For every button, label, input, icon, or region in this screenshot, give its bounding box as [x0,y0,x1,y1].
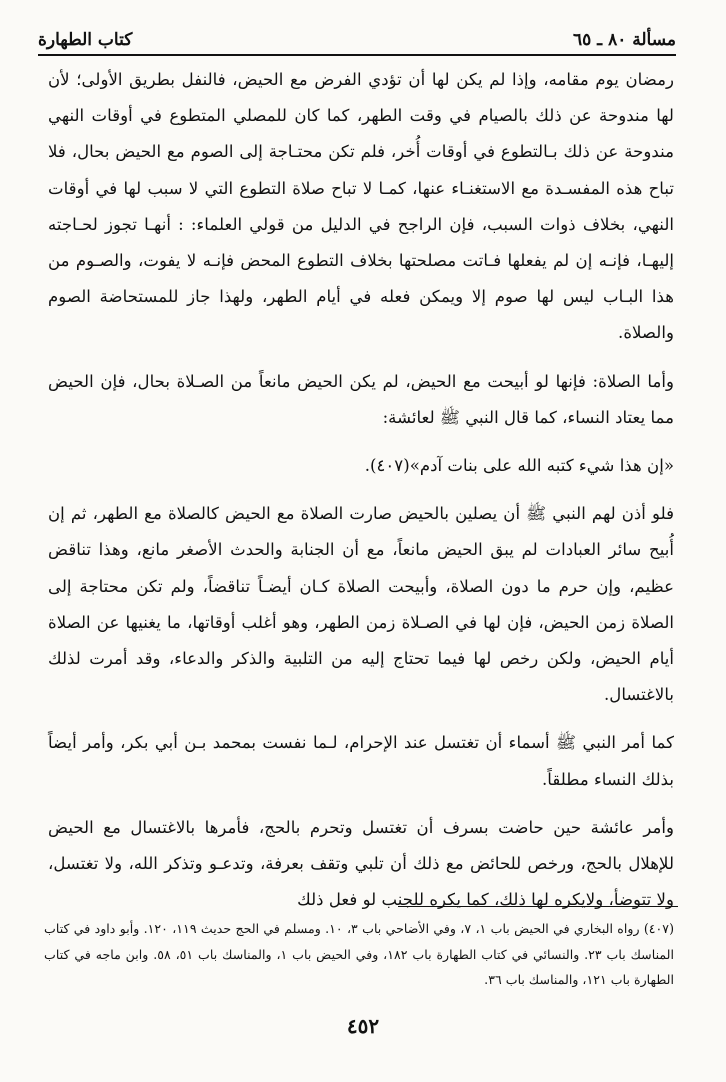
paragraph: فلو أذن لهم النبي ﷺ أن يصلين بالحيض صارت الصلاة مع الحيض كالصلاة مع الطهر، ثم إن أُبيح سائر العبادات لم يبق الحيض مانعاً، مع أن الجنابة والحدث الأصغر مانع، وهذا تناقض عظيم، وإن حرم ما دون الصلاة، وأبيحت الصلاة كـان أيضـاً تناقضاً، ولم تكن محتاجة إلى الصلاة زمن الحيض، فإن لها في الصـلاة زمن الطهر، وهو أغلب أوقاتها، ما يغنيها عن الصلاة أيام الحيض، ولكن رخص لها فيما تحتاج إليه من التلبية والذكر والدعاء، وقد أمرت لذلك بالاغتسال. [48,504,674,705]
header-issue-number: مسألة ٨٠ ـ ٦٥ [572,30,676,50]
main-text [48,62,674,918]
paragraph: وأما الصلاة: فإنها لو أبيحت مع الحيض، لم يكن الحيض مانعاً من الصـلاة بحال، فإن الحيض مما يعتاد النساء، كما قال النبي ﷺ لعائشة: [48,371,674,427]
footnote-divider [398,906,678,907]
paragraph: وأمر عائشة حين حاضت بسرف أن تغتسل وتحرم بالحج، فأمرها بالاغتسال مع الحيض للإهلال بالحج، ورخص للحائض مع ذلك أن تلبي وتقف بعرفة، وتدعـو وتذكر الله، ولا تغتسل، ولا تتوضأ، ولايكره لها ذلك، كما يكره للجنب لو فعل ذلك [48,817,674,910]
paragraph: كما أمر النبي ﷺ أسماء أن تغتسل عند الإحرام، لـما نفست بمحمد بـن أبي بكر، وأمر أيضاً بذلك النساء مطلقاً. [48,733,674,789]
paragraph: رمضان يوم مقامه، وإذا لم يكن لها أن تؤدي الفرض مع الحيض، فالنفل بطريق الأولى؛ لأن لها مندوحة عن ذلك بالصيام في وقت الطهر، كما كان للمصلي المتطوع في أوقات النهي مندوحة عن ذلك بـالتطوع في أوقات أُخر، فلم تكن محتـاجة إلى الصوم مع الحيض بحال، فلا تباح هذه المفسـدة مع الاستغنـاء عنها، كمـا لا تباح صلاة التطوع التي لا سبب لها في أوقات النهي، بخلاف ذوات السبب، فإن الراجح في الدليل من قولي العلماء: : أنهـا تجوز لحـاجته إليهـا، فإنـه إن لم يفعلها فـاتت مصلحتها بخلاف التطوع المحض فإنـه لا يفوت، والصـوم من هذا البـاب ليس لها صوم إلا ويمكن فعله في أيام الطهر، ولهذا جاز للمستحاضة الصوم والصلاة. [48,70,674,343]
footnote [44,916,674,993]
page-number: ٤٥٢ [346,1014,380,1038]
hadith-quote: «إن هذا شيء كتبه الله على بنات آدم»(٤٠٧). [364,456,674,476]
footnote-text: (٤٠٧) رواه البخاري في الحيض باب ١، ٧، وفي الأضاحي باب ٣، ١٠. ومسلم في الحج حديث ١١٩، ١٢٠. وأبو داود في كتاب المناسك باب ٢٣. والنسائي في كتاب الطهارة باب ١٨٢، وفي الحيض باب ١، والمناسك باب ٥١، ٥٨. وابن ماجه في كتاب الطهارة باب ١٢١، والمناسك باب ٣٦. [44,921,674,987]
running-header [38,22,676,56]
header-chapter-title: كتاب الطهارة [38,30,133,50]
